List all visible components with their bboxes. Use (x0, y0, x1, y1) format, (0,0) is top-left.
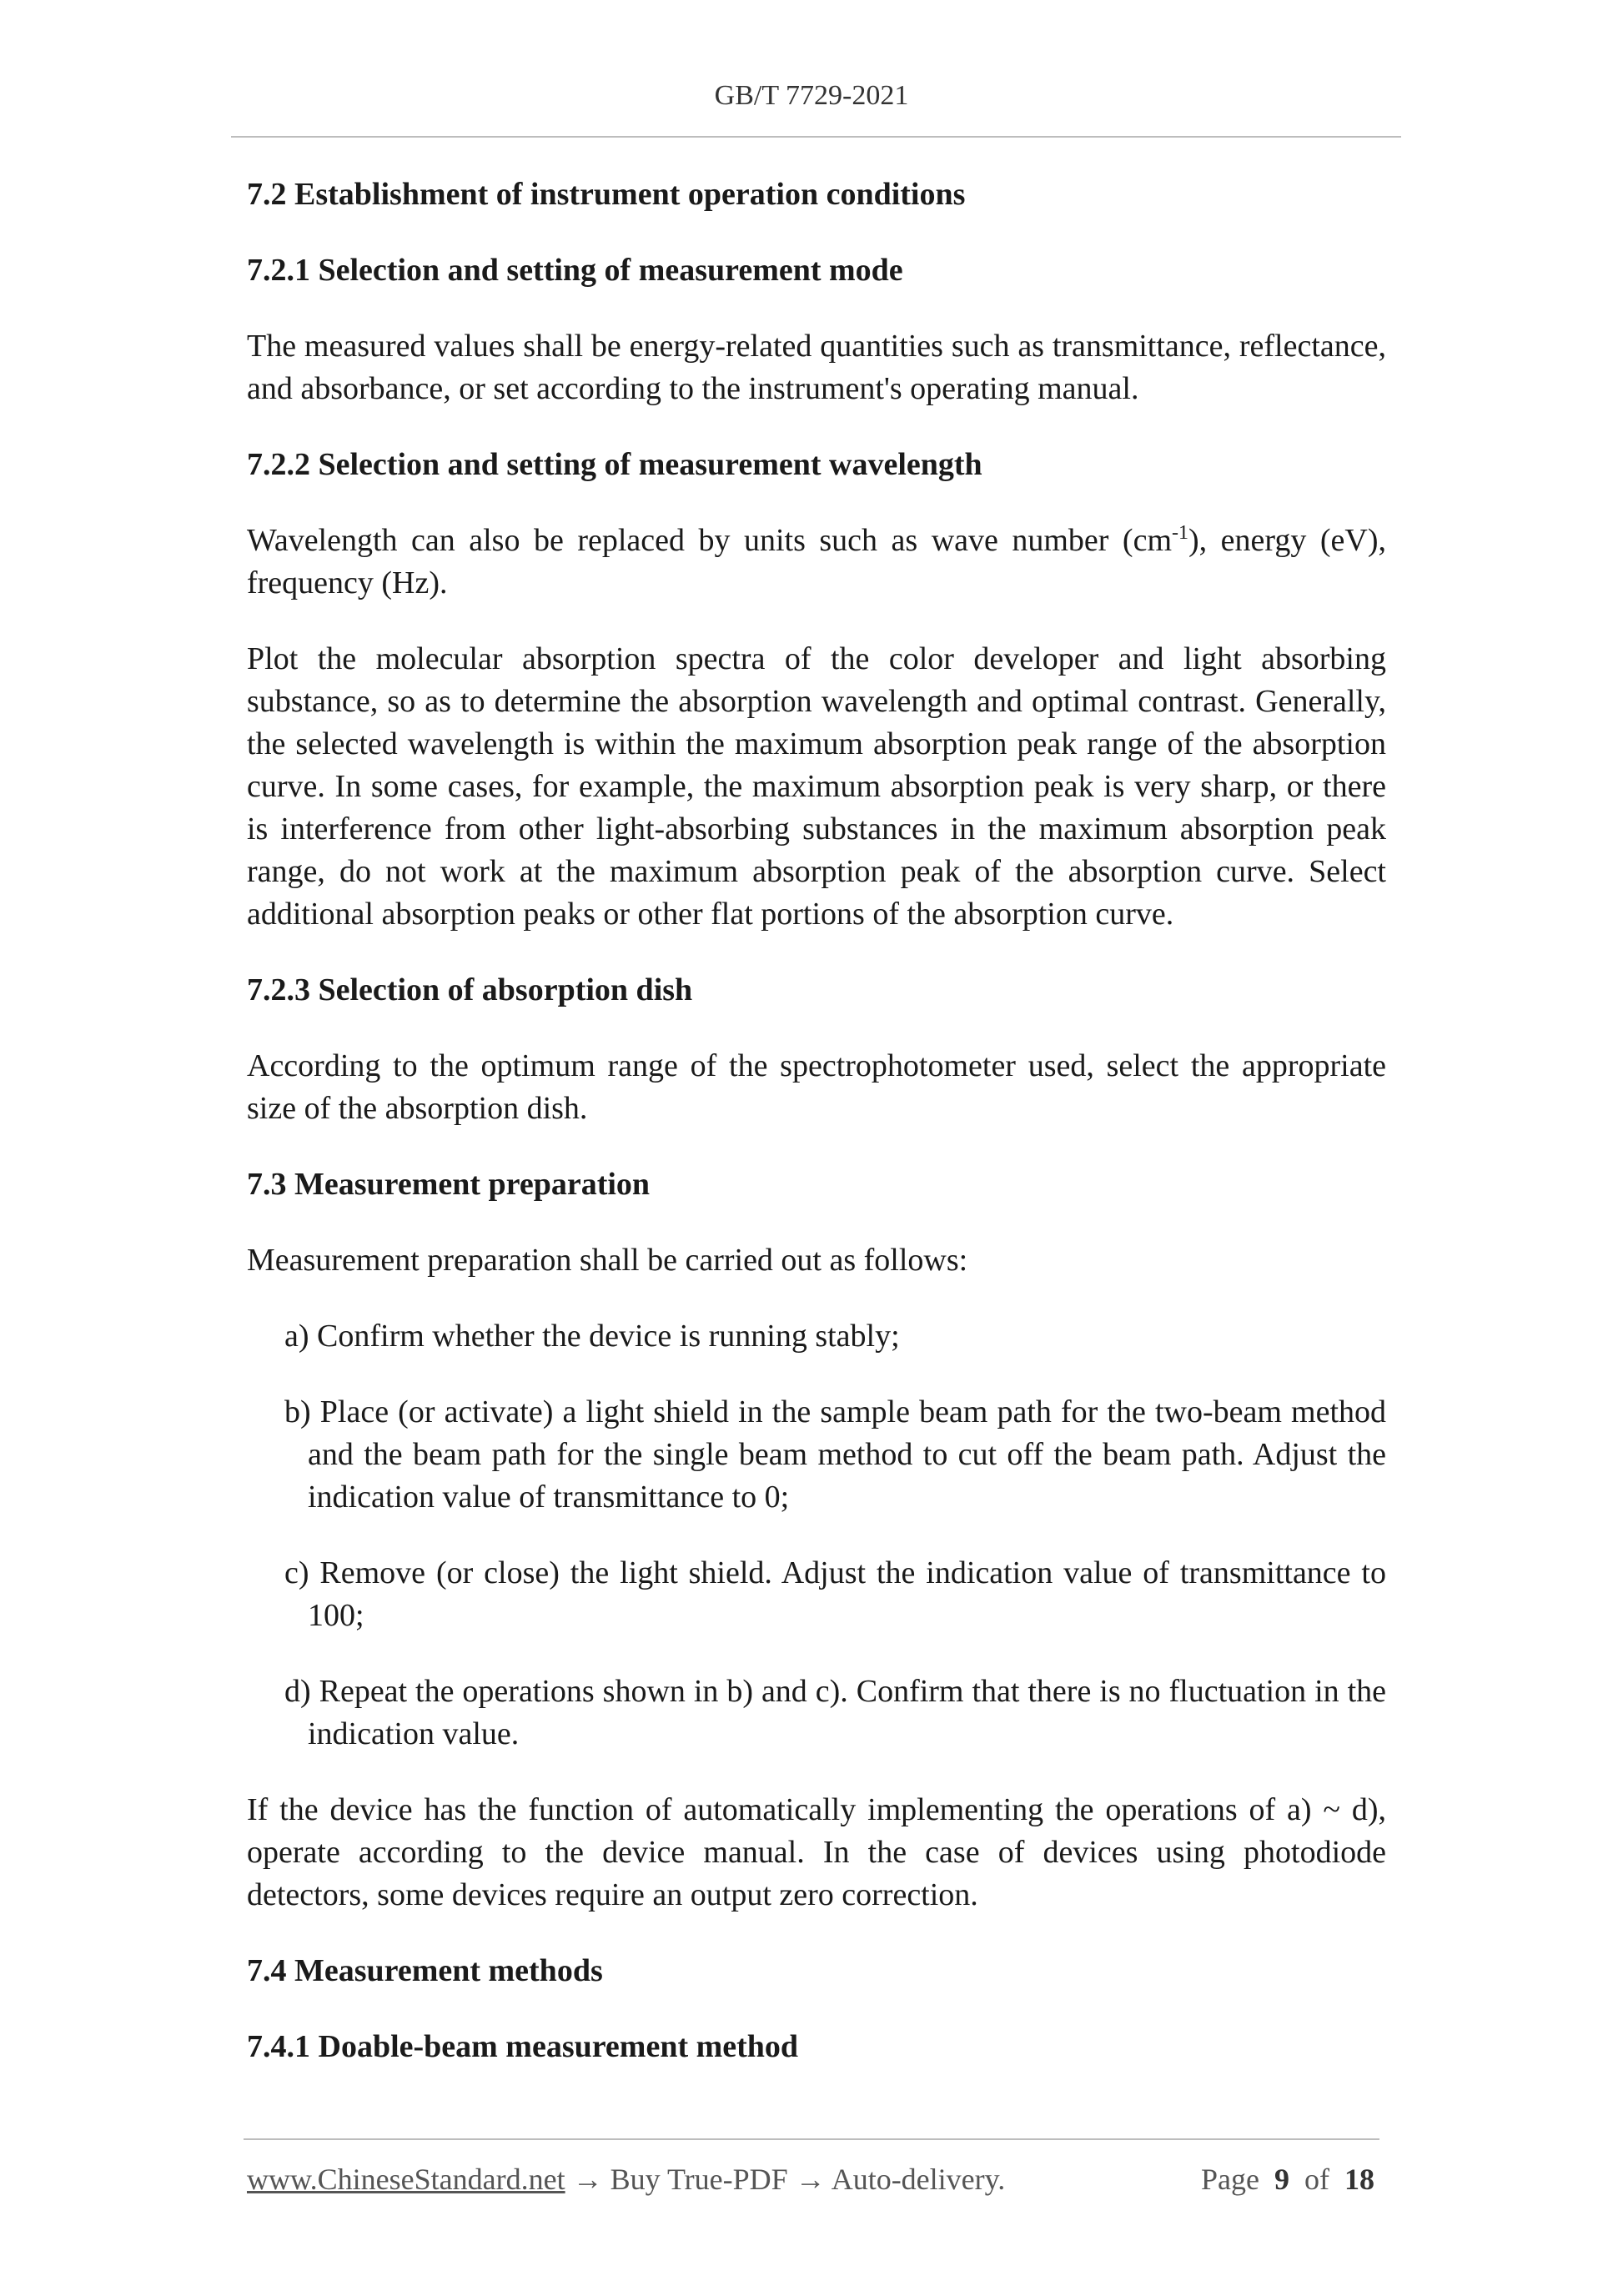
of-label: of (1304, 2163, 1329, 2196)
section-heading-7-2-3: 7.2.3 Selection of absorption dish (247, 972, 693, 1007)
list-item: d) Repeat the operations shown in b) and c). Confirm that there is no fluctuation in the indication value. (284, 1674, 1386, 1751)
list-item: a) Confirm whether the device is running stably; (284, 1319, 900, 1354)
section-heading-7-2-1: 7.2.1 Selection and setting of measurement mode (247, 253, 903, 288)
section-heading-7-2-2: 7.2.2 Selection and setting of measurement wavelength (247, 447, 982, 482)
list-item: c) Remove (or close) the light shield. Adjust the indication value of transmittance to 100; (284, 1555, 1386, 1633)
superscript-exponent: -1 (1172, 522, 1189, 544)
preparation-steps-list (247, 1315, 1386, 1756)
section-heading-7-3: 7.3 Measurement preparation (247, 1167, 651, 1202)
paragraph-7-3-outro: If the device has the function of automatically implementing the operations of a) ~ d), operate according to the device manual. In the case of devices using photodiode detectors, some devices require an output zero correction. (247, 1792, 1386, 1912)
page-label: Page (1201, 2163, 1259, 2196)
section-heading-7-4-1: 7.4.1 Doable-beam measurement method (247, 2029, 799, 2064)
paragraph-7-2-2-spectra: Plot the molecular absorption spectra of the color developer and light absorbing substance, so as to determine the absorption wavelength and optimal contrast. Generally, the selected wavelength is within the maximum absorption peak range of the absorption curve. In some cases, for example, the maximum absorption peak is very sharp, or there is interference from other light-absorbing substances in the maximum absorption peak range, do not work at the maximum absorption peak of the absorption curve. Select additional absorption peaks or other flat portions of the absorption curve. (247, 641, 1386, 932)
page-footer (247, 2162, 1374, 2197)
section-heading-7-4: 7.4 Measurement methods (247, 1953, 603, 1988)
paragraph-7-2-2-units (247, 520, 1386, 605)
page-number: 9 (1274, 2163, 1289, 2196)
paragraph-7-2-3: According to the optimum range of the spectrophotometer used, select the appropriate size of the absorption dish. (247, 1048, 1386, 1126)
paragraph-7-2-1: The measured values shall be energy-related quantities such as transmittance, reflectance, and absorbance, or set according to the instrument's operating manual. (247, 329, 1386, 406)
list-item: b) Place (or activate) a light shield in the sample beam path for the two-beam method and the beam path for the single beam method to cut off the beam path. Adjust the indication value of transmittance to 0; (284, 1394, 1386, 1515)
page-indicator (1201, 2162, 1374, 2197)
website-link[interactable]: www.ChineseStandard.net (247, 2163, 565, 2196)
header-divider (231, 136, 1401, 138)
running-header: GB/T 7729-2021 (714, 80, 909, 111)
section-heading-7-2: 7.2 Establishment of instrument operation conditions (247, 177, 966, 212)
footer-divider (244, 2138, 1379, 2140)
units-text-start: Wavelength can also be replaced by units such as wave number (cm (247, 523, 1173, 558)
units-text-end: ), energy (eV), frequency (Hz). (247, 523, 1386, 600)
paragraph-7-3-intro: Measurement preparation shall be carried out as follows: (247, 1243, 968, 1278)
page-content (247, 173, 1386, 2102)
footer-promo-text: → Buy True-PDF → Auto-delivery. (565, 2163, 1006, 2196)
page-total: 18 (1344, 2163, 1374, 2196)
